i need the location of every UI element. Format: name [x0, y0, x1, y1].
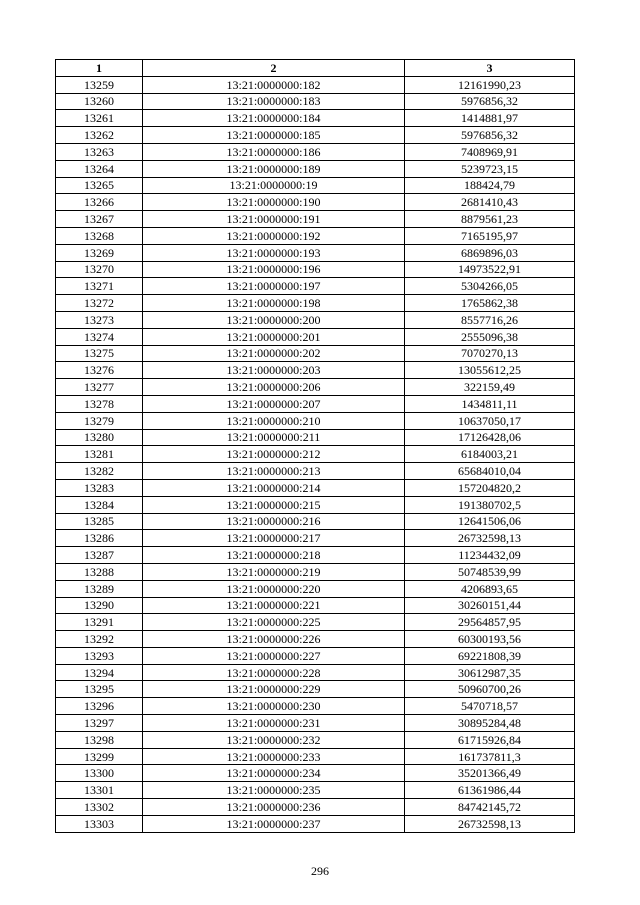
table-row	[56, 614, 575, 631]
table-cell-col-2: 13:21:0000000:210	[143, 412, 405, 429]
table-row	[56, 479, 575, 496]
table-cell-col-3: 5239723,15	[405, 160, 575, 177]
table-cell-col-2: 13:21:0000000:235	[143, 782, 405, 799]
table-row	[56, 311, 575, 328]
table-cell-col-1: 13302	[56, 799, 143, 816]
table-cell-col-1: 13297	[56, 715, 143, 732]
table-cell-col-2: 13:21:0000000:202	[143, 345, 405, 362]
table-cell-col-3: 5976856,32	[405, 127, 575, 144]
table-cell-col-2: 13:21:0000000:220	[143, 580, 405, 597]
table-row	[56, 715, 575, 732]
table-cell-col-3: 2555096,38	[405, 328, 575, 345]
table-cell-col-3: 1765862,38	[405, 295, 575, 312]
table-cell-col-1: 13290	[56, 597, 143, 614]
table-row	[56, 463, 575, 480]
table-cell-col-3: 26732598,13	[405, 530, 575, 547]
table-cell-col-2: 13:21:0000000:217	[143, 530, 405, 547]
table-cell-col-3: 26732598,13	[405, 815, 575, 832]
table-row	[56, 631, 575, 648]
table-row	[56, 362, 575, 379]
table-cell-col-3: 35201366,49	[405, 765, 575, 782]
table-row	[56, 597, 575, 614]
table-row	[56, 227, 575, 244]
table-cell-col-1: 13303	[56, 815, 143, 832]
table-cell-col-2: 13:21:0000000:182	[143, 76, 405, 93]
table-cell-col-1: 13266	[56, 194, 143, 211]
table-cell-col-3: 161737811,3	[405, 748, 575, 765]
table-cell-col-2: 13:21:0000000:191	[143, 211, 405, 228]
column-header-2: 2	[143, 60, 405, 77]
table-row	[56, 580, 575, 597]
table-cell-col-1: 13265	[56, 177, 143, 194]
table-cell-col-1: 13292	[56, 631, 143, 648]
table-cell-col-2: 13:21:0000000:237	[143, 815, 405, 832]
table-cell-col-1: 13259	[56, 76, 143, 93]
table-row	[56, 496, 575, 513]
table-cell-col-2: 13:21:0000000:193	[143, 244, 405, 261]
table-cell-col-1: 13295	[56, 681, 143, 698]
table-cell-col-2: 13:21:0000000:185	[143, 127, 405, 144]
table-cell-col-3: 12641506,06	[405, 513, 575, 530]
table-cell-col-1: 13270	[56, 261, 143, 278]
table-cell-col-3: 5304266,05	[405, 278, 575, 295]
table-row	[56, 76, 575, 93]
table-cell-col-1: 13261	[56, 110, 143, 127]
table-row	[56, 143, 575, 160]
table-cell-col-1: 13282	[56, 463, 143, 480]
table-cell-col-3: 1414881,97	[405, 110, 575, 127]
table-header	[56, 60, 575, 77]
table-cell-col-2: 13:21:0000000:215	[143, 496, 405, 513]
table-cell-col-3: 6869896,03	[405, 244, 575, 261]
table-row	[56, 328, 575, 345]
table-row	[56, 160, 575, 177]
data-table	[55, 59, 575, 833]
table-cell-col-1: 13264	[56, 160, 143, 177]
table-row	[56, 799, 575, 816]
table-row	[56, 278, 575, 295]
table-cell-col-1: 13279	[56, 412, 143, 429]
table-cell-col-3: 7070270,13	[405, 345, 575, 362]
table-cell-col-1: 13298	[56, 731, 143, 748]
table-cell-col-1: 13301	[56, 782, 143, 799]
table-cell-col-2: 13:21:0000000:183	[143, 93, 405, 110]
table-row	[56, 261, 575, 278]
table-cell-col-1: 13263	[56, 143, 143, 160]
table-cell-col-3: 30895284,48	[405, 715, 575, 732]
table-cell-col-2: 13:21:0000000:219	[143, 563, 405, 580]
table-cell-col-3: 13055612,25	[405, 362, 575, 379]
table-cell-col-3: 29564857,95	[405, 614, 575, 631]
table-cell-col-2: 13:21:0000000:186	[143, 143, 405, 160]
table-row	[56, 681, 575, 698]
table-row	[56, 513, 575, 530]
table-row	[56, 127, 575, 144]
table-cell-col-2: 13:21:0000000:233	[143, 748, 405, 765]
table-row	[56, 563, 575, 580]
table-cell-col-1: 13294	[56, 664, 143, 681]
table-cell-col-1: 13285	[56, 513, 143, 530]
table-cell-col-2: 13:21:0000000:192	[143, 227, 405, 244]
table-cell-col-3: 7408969,91	[405, 143, 575, 160]
table-cell-col-3: 1434811,11	[405, 395, 575, 412]
table-cell-col-3: 157204820,2	[405, 479, 575, 496]
table-cell-col-1: 13267	[56, 211, 143, 228]
table-row	[56, 765, 575, 782]
table-cell-col-3: 50748539,99	[405, 563, 575, 580]
table-cell-col-1: 13281	[56, 446, 143, 463]
table-cell-col-2: 13:21:0000000:203	[143, 362, 405, 379]
table-cell-col-1: 13287	[56, 547, 143, 564]
table-cell-col-3: 8557716,26	[405, 311, 575, 328]
table-cell-col-2: 13:21:0000000:196	[143, 261, 405, 278]
table-cell-col-1: 13277	[56, 379, 143, 396]
table-cell-col-2: 13:21:0000000:229	[143, 681, 405, 698]
table-cell-col-3: 191380702,5	[405, 496, 575, 513]
table-cell-col-2: 13:21:0000000:207	[143, 395, 405, 412]
table-cell-col-2: 13:21:0000000:236	[143, 799, 405, 816]
table-cell-col-1: 13271	[56, 278, 143, 295]
table-cell-col-3: 30612987,35	[405, 664, 575, 681]
table-cell-col-1: 13289	[56, 580, 143, 597]
table-cell-col-2: 13:21:0000000:234	[143, 765, 405, 782]
table-cell-col-3: 10637050,17	[405, 412, 575, 429]
table-cell-col-1: 13260	[56, 93, 143, 110]
table-row	[56, 395, 575, 412]
table-row	[56, 748, 575, 765]
table-cell-col-3: 17126428,06	[405, 429, 575, 446]
table-cell-col-3: 84742145,72	[405, 799, 575, 816]
table-cell-col-1: 13283	[56, 479, 143, 496]
table-cell-col-2: 13:21:0000000:228	[143, 664, 405, 681]
table-cell-col-3: 12161990,23	[405, 76, 575, 93]
column-header-1: 1	[56, 60, 143, 77]
table-cell-col-2: 13:21:0000000:226	[143, 631, 405, 648]
table-row	[56, 698, 575, 715]
table-cell-col-1: 13262	[56, 127, 143, 144]
table-cell-col-1: 13288	[56, 563, 143, 580]
table-cell-col-1: 13300	[56, 765, 143, 782]
table-cell-col-1: 13291	[56, 614, 143, 631]
table-row	[56, 345, 575, 362]
table-cell-col-3: 322159,49	[405, 379, 575, 396]
table-cell-col-2: 13:21:0000000:231	[143, 715, 405, 732]
table-row	[56, 530, 575, 547]
table-cell-col-1: 13269	[56, 244, 143, 261]
table-cell-col-3: 188424,79	[405, 177, 575, 194]
table-cell-col-2: 13:21:0000000:213	[143, 463, 405, 480]
table-cell-col-2: 13:21:0000000:200	[143, 311, 405, 328]
table-cell-col-3: 60300193,56	[405, 631, 575, 648]
table-row	[56, 295, 575, 312]
table-row	[56, 731, 575, 748]
table-cell-col-2: 13:21:0000000:221	[143, 597, 405, 614]
table-cell-col-2: 13:21:0000000:19	[143, 177, 405, 194]
table-cell-col-1: 13286	[56, 530, 143, 547]
table-row	[56, 647, 575, 664]
table-cell-col-2: 13:21:0000000:201	[143, 328, 405, 345]
table-row	[56, 664, 575, 681]
table-cell-col-3: 4206893,65	[405, 580, 575, 597]
table-cell-col-1: 13275	[56, 345, 143, 362]
table-cell-col-3: 5976856,32	[405, 93, 575, 110]
table-cell-col-2: 13:21:0000000:190	[143, 194, 405, 211]
table-body	[56, 76, 575, 832]
table-cell-col-2: 13:21:0000000:230	[143, 698, 405, 715]
table-cell-col-1: 13293	[56, 647, 143, 664]
table-cell-col-3: 7165195,97	[405, 227, 575, 244]
table-cell-col-2: 13:21:0000000:225	[143, 614, 405, 631]
table-cell-col-1: 13276	[56, 362, 143, 379]
table-cell-col-2: 13:21:0000000:198	[143, 295, 405, 312]
table-cell-col-1: 13296	[56, 698, 143, 715]
table-cell-col-3: 61715926,84	[405, 731, 575, 748]
table-cell-col-3: 6184003,21	[405, 446, 575, 463]
table-row	[56, 93, 575, 110]
table-cell-col-1: 13299	[56, 748, 143, 765]
table-cell-col-3: 61361986,44	[405, 782, 575, 799]
table-cell-col-2: 13:21:0000000:216	[143, 513, 405, 530]
table-cell-col-1: 13278	[56, 395, 143, 412]
table-cell-col-1: 13280	[56, 429, 143, 446]
table-cell-col-3: 8879561,23	[405, 211, 575, 228]
table-cell-col-1: 13272	[56, 295, 143, 312]
table-cell-col-2: 13:21:0000000:211	[143, 429, 405, 446]
table-row	[56, 782, 575, 799]
table-cell-col-3: 2681410,43	[405, 194, 575, 211]
table-cell-col-1: 13268	[56, 227, 143, 244]
table-row	[56, 446, 575, 463]
table-cell-col-3: 30260151,44	[405, 597, 575, 614]
table-row	[56, 244, 575, 261]
column-header-3: 3	[405, 60, 575, 77]
table-cell-col-2: 13:21:0000000:206	[143, 379, 405, 396]
table-row	[56, 110, 575, 127]
table-cell-col-1: 13284	[56, 496, 143, 513]
table-cell-col-2: 13:21:0000000:197	[143, 278, 405, 295]
table-row	[56, 815, 575, 832]
table-cell-col-1: 13273	[56, 311, 143, 328]
table-cell-col-2: 13:21:0000000:232	[143, 731, 405, 748]
table-cell-col-2: 13:21:0000000:189	[143, 160, 405, 177]
table-cell-col-1: 13274	[56, 328, 143, 345]
table-row	[56, 547, 575, 564]
table-cell-col-3: 5470718,57	[405, 698, 575, 715]
table-cell-col-2: 13:21:0000000:212	[143, 446, 405, 463]
table-cell-col-2: 13:21:0000000:227	[143, 647, 405, 664]
page-number: 296	[311, 864, 329, 878]
table-cell-col-3: 69221808,39	[405, 647, 575, 664]
table-row	[56, 211, 575, 228]
table-row	[56, 194, 575, 211]
table-row	[56, 379, 575, 396]
table-cell-col-2: 13:21:0000000:218	[143, 547, 405, 564]
table-cell-col-3: 11234432,09	[405, 547, 575, 564]
table-cell-col-3: 65684010,04	[405, 463, 575, 480]
table-row	[56, 412, 575, 429]
table-cell-col-3: 50960700,26	[405, 681, 575, 698]
table-row	[56, 429, 575, 446]
table-row	[56, 177, 575, 194]
table-cell-col-2: 13:21:0000000:214	[143, 479, 405, 496]
table-cell-col-2: 13:21:0000000:184	[143, 110, 405, 127]
table-cell-col-3: 14973522,91	[405, 261, 575, 278]
header-row	[56, 60, 575, 77]
